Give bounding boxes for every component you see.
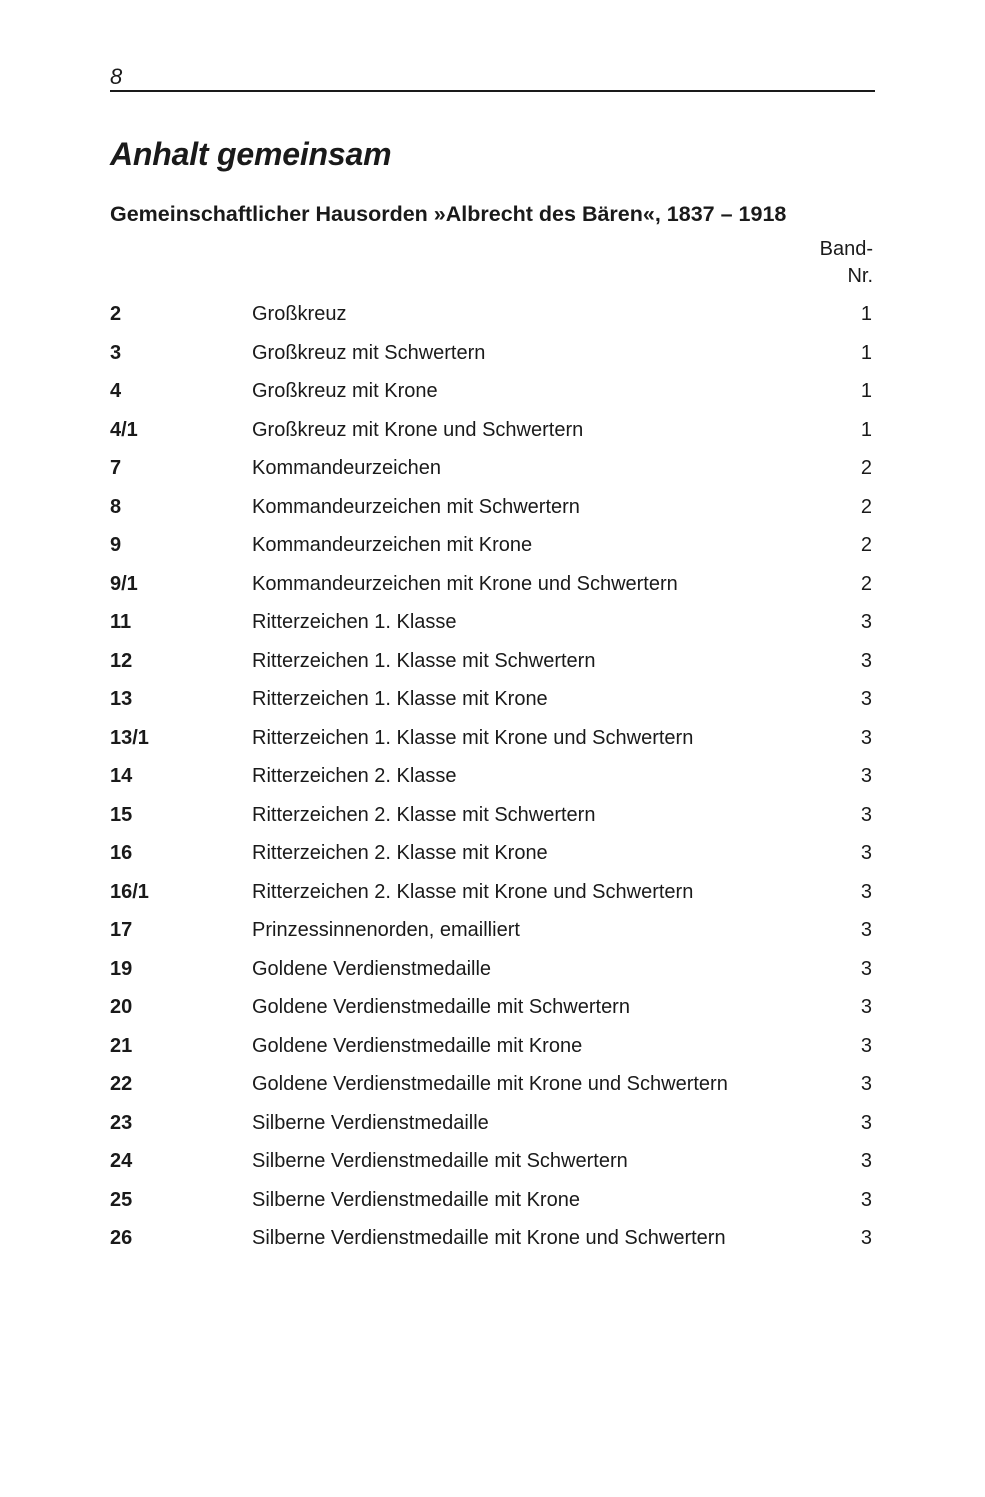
order-title: Gemeinschaftlicher Hausorden »Albrecht des Bären«, 1837 – 1918 [110, 202, 787, 226]
entry-band-number: 2 [860, 495, 872, 518]
entry-row [110, 1104, 872, 1143]
entry-name: Goldene Verdienstmedaille mit Schwertern [252, 996, 630, 1018]
entry-name: Ritterzeichen 1. Klasse mit Krone [252, 688, 548, 710]
entry-row [110, 950, 872, 989]
entry-row [110, 449, 872, 488]
entry-name: Ritterzeichen 2. Klasse mit Schwertern [252, 803, 596, 826]
entry-name: Ritterzeichen 2. Klasse mit Krone [252, 842, 548, 864]
entry-band-number: 3 [860, 765, 872, 787]
entry-row [110, 719, 872, 758]
entry-row [110, 526, 872, 565]
header-rule [110, 90, 875, 92]
entry-band-number: 3 [860, 880, 872, 903]
entry-number: 24 [110, 1150, 133, 1172]
entry-name: Ritterzeichen 1. Klasse mit Schwertern [252, 649, 596, 672]
entry-band-number: 3 [860, 1188, 872, 1211]
entry-name: Ritterzeichen 2. Klasse [252, 765, 457, 787]
entry-number: 25 [110, 1188, 133, 1211]
entry-number: 17 [110, 919, 133, 941]
entry-name: Goldene Verdienstmedaille [252, 957, 492, 980]
entry-row [110, 1027, 872, 1066]
entry-number: 16/1 [110, 880, 149, 903]
band-header-line1: Band- [819, 238, 873, 260]
entry-row [110, 411, 872, 450]
entry-name: Ritterzeichen 1. Klasse mit Krone und Schwertern [252, 726, 694, 749]
entry-name: Silberne Verdienstmedaille [252, 1111, 489, 1134]
entry-name: Großkreuz mit Krone und Schwertern [252, 418, 584, 441]
entry-row [110, 1219, 872, 1258]
entry-name: Kommandeurzeichen [252, 457, 441, 479]
entry-number: 21 [110, 1034, 133, 1057]
entry-number: 26 [110, 1227, 133, 1249]
entry-number: 4/1 [110, 418, 138, 441]
entry-number: 2 [110, 303, 122, 325]
entry-band-number: 3 [860, 842, 872, 864]
entry-row [110, 1142, 872, 1181]
entry-band-number: 3 [860, 1073, 872, 1095]
entry-number: 20 [110, 996, 133, 1018]
entry-number: 19 [110, 957, 133, 980]
entry-number: 4 [110, 380, 122, 402]
entry-row [110, 988, 872, 1027]
entry-band-number: 3 [860, 957, 872, 980]
entry-name: Silberne Verdienstmedaille mit Schwertern [252, 1150, 628, 1172]
entry-number: 22 [110, 1073, 133, 1095]
entry-band-number: 3 [860, 803, 872, 826]
entry-number: 9/1 [110, 572, 138, 595]
entry-number: 9 [110, 534, 122, 556]
entry-name: Kommandeurzeichen mit Schwertern [252, 495, 580, 518]
entry-row [110, 680, 872, 719]
entry-name: Silberne Verdienstmedaille mit Krone und Schwertern [252, 1227, 726, 1249]
entry-row [110, 372, 872, 411]
entry-name: Kommandeurzeichen mit Krone [252, 534, 533, 556]
entry-row [110, 873, 872, 912]
entry-number: 16 [110, 842, 133, 864]
entry-number: 14 [110, 765, 133, 787]
entry-band-number: 2 [860, 572, 872, 595]
entry-name: Goldene Verdienstmedaille mit Krone [252, 1034, 583, 1057]
entry-number: 15 [110, 803, 133, 826]
entry-row [110, 488, 872, 527]
entry-row [110, 295, 872, 334]
entry-row [110, 1065, 872, 1104]
section-title: Anhalt gemeinsam [110, 136, 392, 172]
entry-band-number: 3 [860, 1227, 872, 1249]
entry-band-number: 3 [860, 1111, 872, 1134]
entry-row [110, 334, 872, 373]
entry-band-number: 1 [860, 418, 872, 441]
entry-name: Ritterzeichen 2. Klasse mit Krone und Schwertern [252, 880, 694, 903]
entry-number: 23 [110, 1111, 133, 1134]
entry-band-number: 1 [860, 380, 872, 402]
entry-band-number: 2 [860, 534, 872, 556]
entry-number: 7 [110, 457, 122, 479]
entry-name: Goldene Verdienstmedaille mit Krone und Schwertern [252, 1073, 728, 1095]
entry-name: Ritterzeichen 1. Klasse [252, 611, 457, 633]
entry-name: Prinzessinnenorden, emailliert [252, 919, 520, 941]
band-column-header [820, 236, 873, 290]
entry-number: 11 [110, 611, 132, 633]
band-header-line2: Nr. [847, 265, 873, 287]
entry-name: Großkreuz mit Krone [252, 380, 438, 402]
entry-number: 8 [110, 495, 122, 518]
entry-row [110, 757, 872, 796]
entry-band-number: 3 [860, 726, 872, 749]
entry-name: Silberne Verdienstmedaille mit Krone [252, 1188, 580, 1211]
entry-band-number: 1 [860, 341, 872, 364]
entry-band-number: 3 [860, 919, 872, 941]
entry-row [110, 796, 872, 835]
entry-name: Großkreuz [252, 303, 347, 325]
entry-list [110, 295, 872, 1258]
entry-band-number: 3 [860, 649, 872, 672]
entry-band-number: 1 [860, 303, 872, 325]
entry-row [110, 1181, 872, 1220]
entry-band-number: 3 [860, 688, 872, 710]
entry-row [110, 642, 872, 681]
entry-band-number: 3 [860, 996, 872, 1018]
entry-row [110, 911, 872, 950]
entry-band-number: 3 [860, 1034, 872, 1057]
entry-number: 3 [110, 341, 122, 364]
entry-row [110, 603, 872, 642]
entry-number: 13 [110, 688, 133, 710]
entry-name: Kommandeurzeichen mit Krone und Schwertern [252, 572, 678, 595]
entry-band-number: 3 [860, 611, 872, 633]
entry-band-number: 3 [860, 1150, 872, 1172]
entry-row [110, 565, 872, 604]
entry-name: Großkreuz mit Schwertern [252, 341, 486, 364]
entry-row [110, 834, 872, 873]
entry-number: 12 [110, 649, 133, 672]
entry-band-number: 2 [860, 457, 872, 479]
page-number: 8 [110, 64, 123, 89]
entry-number: 13/1 [110, 726, 149, 749]
